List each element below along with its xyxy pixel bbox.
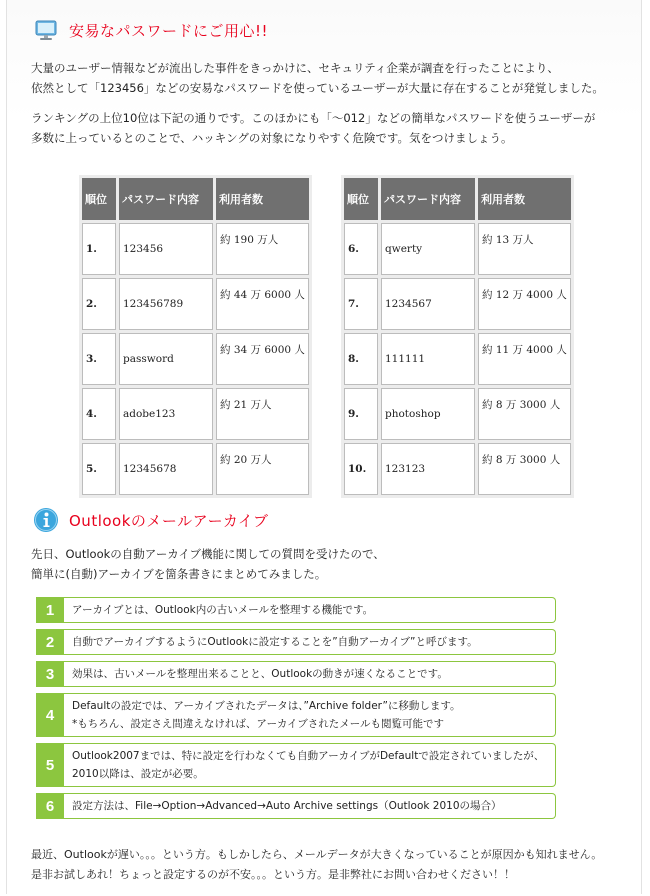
users-cell: 約 13 万人 bbox=[478, 223, 571, 275]
archive-steps-list bbox=[36, 597, 556, 825]
users-cell: 約 44 万 6000 人 bbox=[216, 278, 309, 330]
header-rank: 順位 bbox=[344, 178, 378, 220]
password-cell: 123456789 bbox=[119, 278, 213, 330]
step-line: 2010以降は、設定が必要。 bbox=[72, 768, 204, 780]
table-row bbox=[344, 443, 571, 495]
table-header-row bbox=[82, 178, 309, 220]
section1-title: 安易なパスワードにご用心!! bbox=[69, 21, 269, 40]
rank-cell: 4. bbox=[82, 388, 116, 440]
step-line: 効果は、古いメールを整理出来ることと、Outlookの動きが速くなることです。 bbox=[72, 668, 448, 680]
section2-outro bbox=[31, 845, 631, 885]
step-text bbox=[72, 665, 448, 683]
header-rank: 順位 bbox=[82, 178, 116, 220]
password-cell: 12345678 bbox=[119, 443, 213, 495]
section2-intro bbox=[31, 544, 631, 584]
section1-paragraph1 bbox=[31, 58, 631, 98]
table-row bbox=[82, 443, 309, 495]
rank-cell: 10. bbox=[344, 443, 378, 495]
step-number: 3 bbox=[36, 661, 64, 687]
paragraph-line: 最近、Outlookが遅い。。。という方。もしかしたら、メールデータが大きくなっていることが原因かも知れません。 bbox=[31, 848, 603, 861]
step-item bbox=[36, 597, 556, 623]
step-line: 自動でアーカイブするようにOutlookに設定することを”自動アーカイブ”と呼びます。 bbox=[72, 636, 478, 648]
ranking-table-left bbox=[79, 175, 312, 498]
rank-cell: 9. bbox=[344, 388, 378, 440]
header-users: 利用者数 bbox=[478, 178, 571, 220]
password-cell: qwerty bbox=[381, 223, 475, 275]
paragraph-line: ランキングの上位10位は下記の通りです。このほかにも「～012」などの簡単なパスワードを使うユーザーが bbox=[31, 111, 596, 125]
paragraph-line: 是非お試しあれ！ちょっと設定するのが不安。。。という方。是非弊社にお問い合わせください！！ bbox=[31, 868, 515, 881]
rank-cell: 6. bbox=[344, 223, 378, 275]
info-icon bbox=[33, 507, 59, 533]
users-cell: 約 12 万 4000 人 bbox=[478, 278, 571, 330]
rank-cell: 3. bbox=[82, 333, 116, 385]
table-row bbox=[82, 278, 309, 330]
step-text bbox=[72, 697, 461, 733]
password-cell: 111111 bbox=[381, 333, 475, 385]
table-row bbox=[82, 333, 309, 385]
rank-cell: 2. bbox=[82, 278, 116, 330]
rank-cell: 8. bbox=[344, 333, 378, 385]
password-cell: 1234567 bbox=[381, 278, 475, 330]
password-cell: photoshop bbox=[381, 388, 475, 440]
step-text bbox=[72, 601, 373, 619]
step-number: 5 bbox=[36, 743, 64, 787]
table-row bbox=[344, 333, 571, 385]
step-text bbox=[72, 747, 544, 783]
header-password: パスワード内容 bbox=[381, 178, 475, 220]
rank-cell: 5. bbox=[82, 443, 116, 495]
paragraph-line: 多数に上っているとのことで、ハッキングの対象になりやすく危険です。気をつけましょう。 bbox=[31, 131, 513, 145]
step-line: アーカイブとは、Outlook内の古いメールを整理する機能です。 bbox=[72, 604, 374, 616]
users-cell: 約 190 万人 bbox=[216, 223, 309, 275]
users-cell: 約 11 万 4000 人 bbox=[478, 333, 571, 385]
monitor-icon bbox=[33, 17, 59, 43]
table-row bbox=[344, 223, 571, 275]
step-line: *もちろん、設定さえ間違えなければ、アーカイブされたメールも閲覧可能です bbox=[72, 718, 445, 730]
users-cell: 約 20 万人 bbox=[216, 443, 309, 495]
step-item bbox=[36, 693, 556, 737]
users-cell: 約 8 万 3000 人 bbox=[478, 443, 571, 495]
step-number: 1 bbox=[36, 597, 64, 623]
users-cell: 約 8 万 3000 人 bbox=[478, 388, 571, 440]
article bbox=[6, 0, 642, 894]
paragraph-line: 大量のユーザー情報などが流出した事件をきっかけに、セキュリティ企業が調査を行ったことにより、 bbox=[31, 61, 559, 75]
step-number: 4 bbox=[36, 693, 64, 737]
rank-cell: 7. bbox=[344, 278, 378, 330]
step-item bbox=[36, 661, 556, 687]
section2-heading bbox=[33, 506, 268, 534]
table-row bbox=[344, 278, 571, 330]
password-cell: password bbox=[119, 333, 213, 385]
password-cell: 123123 bbox=[381, 443, 475, 495]
step-item bbox=[36, 743, 556, 787]
step-line: Outlook2007までは、特に設定を行わなくても自動アーカイブがDefaultで設定されていましたが、 bbox=[72, 750, 545, 762]
step-text bbox=[72, 633, 478, 651]
step-line: 設定方法は、File→Option→Advanced→Auto Archive settings（Outlook 2010の場合） bbox=[72, 800, 502, 812]
password-cell: adobe123 bbox=[119, 388, 213, 440]
step-item bbox=[36, 629, 556, 655]
table-row bbox=[82, 223, 309, 275]
users-cell: 約 21 万人 bbox=[216, 388, 309, 440]
header-users: 利用者数 bbox=[216, 178, 309, 220]
section1-paragraph2 bbox=[31, 108, 631, 148]
rank-cell: 1. bbox=[82, 223, 116, 275]
users-cell: 約 34 万 6000 人 bbox=[216, 333, 309, 385]
table-header-row bbox=[344, 178, 571, 220]
paragraph-line: 依然として「123456」などの安易なパスワードを使っているユーザーが大量に存在することが発覚しました。 bbox=[31, 81, 604, 95]
step-text bbox=[72, 797, 502, 815]
paragraph-line: 先日、Outlookの自動アーカイブ機能に関しての質問を受けたので、 bbox=[31, 547, 385, 561]
section1-heading bbox=[33, 16, 268, 44]
table-row bbox=[344, 388, 571, 440]
step-line: Defaultの設定では、アーカイブされたデータは、”Archive folder”に移動します。 bbox=[72, 700, 461, 712]
step-number: 2 bbox=[36, 629, 64, 655]
header-password: パスワード内容 bbox=[119, 178, 213, 220]
step-item bbox=[36, 793, 556, 819]
ranking-table-right bbox=[341, 175, 574, 498]
password-cell: 123456 bbox=[119, 223, 213, 275]
section2-title: Outlookのメールアーカイブ bbox=[69, 511, 269, 530]
paragraph-line: 簡単に(自動)アーカイブを箇条書きにまとめてみました。 bbox=[31, 567, 327, 581]
table-row bbox=[82, 388, 309, 440]
step-number: 6 bbox=[36, 793, 64, 819]
